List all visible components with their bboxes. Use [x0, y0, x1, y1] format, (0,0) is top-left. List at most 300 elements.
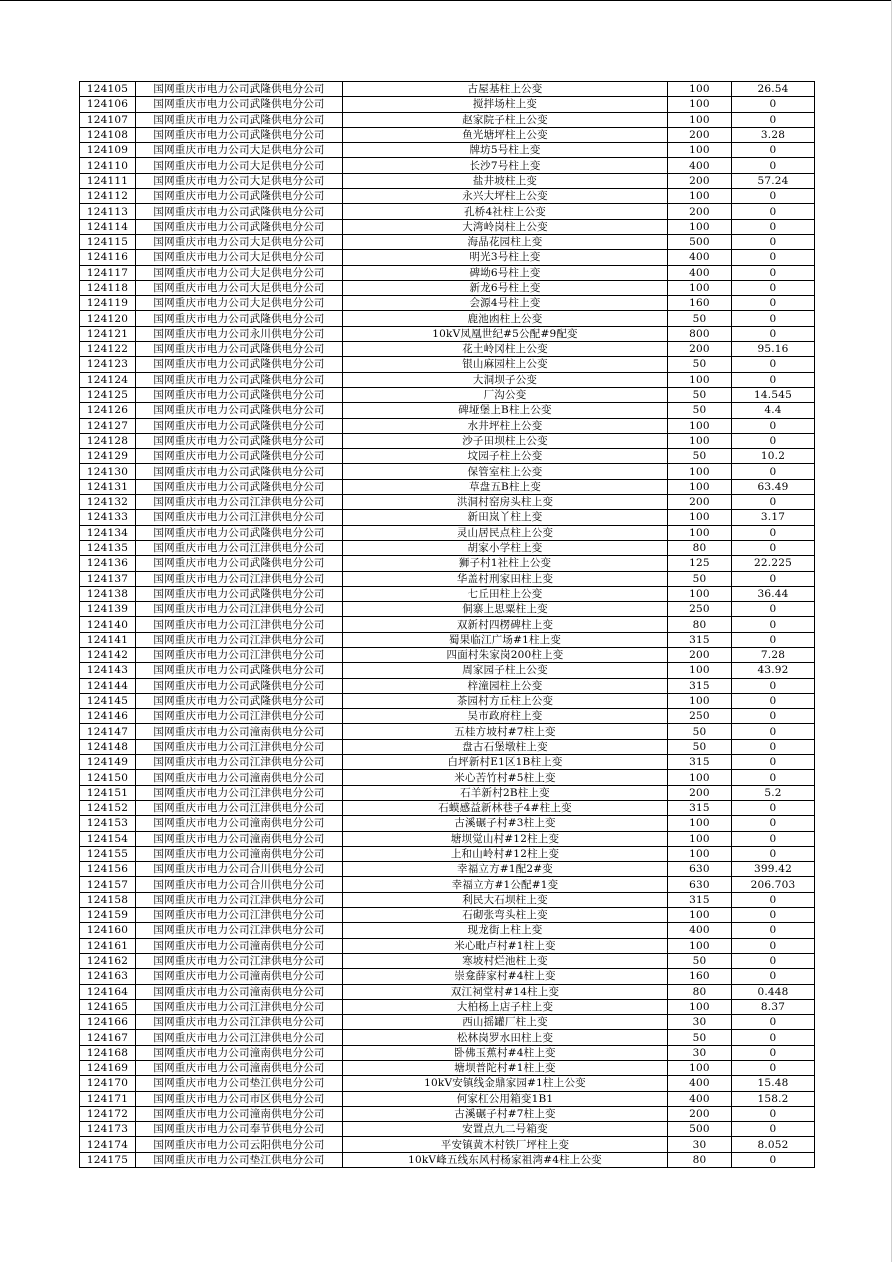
row-id-cell: 124166: [80, 1015, 136, 1030]
capacity-cell: 100: [668, 418, 732, 433]
row-id-cell: 124109: [80, 143, 136, 158]
table-row: [80, 464, 815, 479]
value-cell: 0: [732, 158, 815, 173]
capacity-cell: 50: [668, 311, 732, 326]
row-id-cell: 124128: [80, 433, 136, 448]
table-row: [80, 969, 815, 984]
company-cell: 国网重庆市电力公司潼南供电分公司: [136, 816, 343, 831]
transformer-name-cell: 古溪碾子村#3柱上变: [343, 816, 668, 831]
transformer-name-cell: 沙子田坝柱上公变: [343, 433, 668, 448]
transformer-name-cell: 石羊新村2B柱上变: [343, 785, 668, 800]
value-cell: 0: [732, 571, 815, 586]
row-id-cell: 124136: [80, 556, 136, 571]
capacity-cell: 100: [668, 372, 732, 387]
capacity-cell: 100: [668, 510, 732, 525]
company-cell: 国网重庆市电力公司江津供电分公司: [136, 540, 343, 555]
company-cell: 国网重庆市电力公司大足供电分公司: [136, 250, 343, 265]
company-cell: 国网重庆市电力公司武隆供电分公司: [136, 586, 343, 601]
row-id-cell: 124105: [80, 82, 136, 97]
value-cell: 0: [732, 1045, 815, 1060]
capacity-cell: 200: [668, 1106, 732, 1121]
company-cell: 国网重庆市电力公司合川供电分公司: [136, 862, 343, 877]
company-cell: 国网重庆市电力公司武隆供电分公司: [136, 97, 343, 112]
table-row: [80, 831, 815, 846]
capacity-cell: 50: [668, 403, 732, 418]
value-cell: 0: [732, 892, 815, 907]
company-cell: 国网重庆市电力公司潼南供电分公司: [136, 938, 343, 953]
table-row: [80, 97, 815, 112]
value-cell: 0: [732, 724, 815, 739]
table-row: [80, 1061, 815, 1076]
table-row: [80, 510, 815, 525]
transformer-name-cell: 何家杠公用箱变1B1: [343, 1091, 668, 1106]
transformer-name-cell: 10kV峰五线东风村杨家祖湾#4柱上公变: [343, 1152, 668, 1167]
table-row: [80, 234, 815, 249]
capacity-cell: 500: [668, 234, 732, 249]
value-cell: 0: [732, 1152, 815, 1167]
row-id-cell: 124125: [80, 387, 136, 402]
transformer-name-cell: 赵家院子柱上公变: [343, 112, 668, 127]
value-cell: 0: [732, 326, 815, 341]
transformer-name-cell: 海晶花园柱上变: [343, 234, 668, 249]
value-cell: 3.17: [732, 510, 815, 525]
page-top-border: [0, 0, 892, 1]
company-cell: 国网重庆市电力公司江津供电分公司: [136, 755, 343, 770]
table-row: [80, 449, 815, 464]
row-id-cell: 124119: [80, 296, 136, 311]
transformer-name-cell: 新田岚丫柱上变: [343, 510, 668, 525]
table-row: [80, 387, 815, 402]
value-cell: 14.545: [732, 387, 815, 402]
table-row: [80, 923, 815, 938]
table-row: [80, 1030, 815, 1045]
transformer-name-cell: 安置点九二号箱变: [343, 1122, 668, 1137]
company-cell: 国网重庆市电力公司武隆供电分公司: [136, 556, 343, 571]
company-cell: 国网重庆市电力公司江津供电分公司: [136, 617, 343, 632]
value-cell: 0: [732, 908, 815, 923]
capacity-cell: 400: [668, 1076, 732, 1091]
row-id-cell: 124174: [80, 1137, 136, 1152]
company-cell: 国网重庆市电力公司江津供电分公司: [136, 709, 343, 724]
capacity-cell: 200: [668, 173, 732, 188]
table-row: [80, 1015, 815, 1030]
transformer-name-cell: 10kV安镇线金鼎家园#1柱上公变: [343, 1076, 668, 1091]
company-cell: 国网重庆市电力公司潼南供电分公司: [136, 984, 343, 999]
row-id-cell: 124106: [80, 97, 136, 112]
company-cell: 国网重庆市电力公司武隆供电分公司: [136, 112, 343, 127]
company-cell: 国网重庆市电力公司武隆供电分公司: [136, 82, 343, 97]
table-row: [80, 219, 815, 234]
value-cell: 0: [732, 1015, 815, 1030]
table-row: [80, 663, 815, 678]
capacity-cell: 30: [668, 1045, 732, 1060]
transformer-name-cell: 幸福立方#1配2#变: [343, 862, 668, 877]
row-id-cell: 124145: [80, 693, 136, 708]
table-row: [80, 495, 815, 510]
row-id-cell: 124117: [80, 265, 136, 280]
value-cell: 8.052: [732, 1137, 815, 1152]
row-id-cell: 124171: [80, 1091, 136, 1106]
company-cell: 国网重庆市电力公司潼南供电分公司: [136, 1061, 343, 1076]
company-cell: 国网重庆市电力公司大足供电分公司: [136, 296, 343, 311]
company-cell: 国网重庆市电力公司合川供电分公司: [136, 877, 343, 892]
capacity-cell: 315: [668, 678, 732, 693]
capacity-cell: 100: [668, 464, 732, 479]
capacity-cell: 800: [668, 326, 732, 341]
value-cell: 15.48: [732, 1076, 815, 1091]
transformer-name-cell: 双新村四楞碑柱上变: [343, 617, 668, 632]
value-cell: 8.37: [732, 999, 815, 1014]
value-cell: 63.49: [732, 479, 815, 494]
company-cell: 国网重庆市电力公司潼南供电分公司: [136, 846, 343, 861]
capacity-cell: 315: [668, 892, 732, 907]
company-cell: 国网重庆市电力公司江津供电分公司: [136, 495, 343, 510]
company-cell: 国网重庆市电力公司潼南供电分公司: [136, 770, 343, 785]
capacity-cell: 100: [668, 433, 732, 448]
table-row: [80, 1137, 815, 1152]
capacity-cell: 400: [668, 250, 732, 265]
value-cell: 0: [732, 953, 815, 968]
table-row: [80, 586, 815, 601]
value-cell: 206.703: [732, 877, 815, 892]
value-cell: 0: [732, 204, 815, 219]
company-cell: 国网重庆市电力公司江津供电分公司: [136, 1015, 343, 1030]
row-id-cell: 124107: [80, 112, 136, 127]
capacity-cell: 160: [668, 296, 732, 311]
capacity-cell: 100: [668, 479, 732, 494]
company-cell: 国网重庆市电力公司江津供电分公司: [136, 892, 343, 907]
transformer-name-cell: 平安镇黄木村铁厂坪柱上变: [343, 1137, 668, 1152]
row-id-cell: 124167: [80, 1030, 136, 1045]
value-cell: 0: [732, 143, 815, 158]
table-row: [80, 999, 815, 1014]
table-row: [80, 1076, 815, 1091]
transformer-name-cell: 会源4号柱上变: [343, 296, 668, 311]
table-row: [80, 158, 815, 173]
company-cell: 国网重庆市电力公司武隆供电分公司: [136, 418, 343, 433]
company-cell: 国网重庆市电力公司武隆供电分公司: [136, 403, 343, 418]
capacity-cell: 100: [668, 846, 732, 861]
transformer-name-cell: 洪洞村窑房头柱上变: [343, 495, 668, 510]
row-id-cell: 124163: [80, 969, 136, 984]
company-cell: 国网重庆市电力公司武隆供电分公司: [136, 372, 343, 387]
company-cell: 国网重庆市电力公司大足供电分公司: [136, 158, 343, 173]
value-cell: 399.42: [732, 862, 815, 877]
value-cell: 0: [732, 112, 815, 127]
transformer-name-cell: 梓潼园柱上公变: [343, 678, 668, 693]
company-cell: 国网重庆市电力公司市区供电分公司: [136, 1091, 343, 1106]
transformer-name-cell: 鹿池凼柱上公变: [343, 311, 668, 326]
capacity-cell: 50: [668, 357, 732, 372]
value-cell: 0: [732, 693, 815, 708]
capacity-cell: 400: [668, 158, 732, 173]
row-id-cell: 124153: [80, 816, 136, 831]
table-row: [80, 770, 815, 785]
row-id-cell: 124152: [80, 800, 136, 815]
table-row: [80, 1091, 815, 1106]
capacity-cell: 250: [668, 602, 732, 617]
row-id-cell: 124131: [80, 479, 136, 494]
capacity-cell: 630: [668, 877, 732, 892]
transformer-name-cell: 卧佛玉蕉村#4柱上变: [343, 1045, 668, 1060]
table-row: [80, 357, 815, 372]
transformer-name-cell: 胡家小学柱上变: [343, 540, 668, 555]
value-cell: 36.44: [732, 586, 815, 601]
transformer-name-cell: 西山摇罐厂柱上变: [343, 1015, 668, 1030]
table-row: [80, 433, 815, 448]
capacity-cell: 30: [668, 1015, 732, 1030]
value-cell: 158.2: [732, 1091, 815, 1106]
row-id-cell: 124147: [80, 724, 136, 739]
value-cell: 0: [732, 755, 815, 770]
table-row: [80, 816, 815, 831]
row-id-cell: 124141: [80, 632, 136, 647]
capacity-cell: 315: [668, 755, 732, 770]
transformer-name-cell: 碑坳6号柱上变: [343, 265, 668, 280]
transformer-name-cell: 上和山岭村#12柱上变: [343, 846, 668, 861]
table-row: [80, 602, 815, 617]
row-id-cell: 124121: [80, 326, 136, 341]
company-cell: 国网重庆市电力公司武隆供电分公司: [136, 433, 343, 448]
company-cell: 国网重庆市电力公司武隆供电分公司: [136, 387, 343, 402]
capacity-cell: 100: [668, 770, 732, 785]
value-cell: 0: [732, 418, 815, 433]
value-cell: 22.225: [732, 556, 815, 571]
value-cell: 57.24: [732, 173, 815, 188]
company-cell: 国网重庆市电力公司江津供电分公司: [136, 510, 343, 525]
row-id-cell: 124156: [80, 862, 136, 877]
row-id-cell: 124111: [80, 173, 136, 188]
capacity-cell: 100: [668, 143, 732, 158]
capacity-cell: 100: [668, 82, 732, 97]
company-cell: 国网重庆市电力公司武隆供电分公司: [136, 204, 343, 219]
row-id-cell: 124144: [80, 678, 136, 693]
row-id-cell: 124148: [80, 739, 136, 754]
value-cell: 0: [732, 464, 815, 479]
row-id-cell: 124122: [80, 342, 136, 357]
table-row: [80, 908, 815, 923]
table-row: [80, 632, 815, 647]
company-cell: 国网重庆市电力公司江津供电分公司: [136, 953, 343, 968]
transformer-name-cell: 鱼光塘坪柱上公变: [343, 127, 668, 142]
company-cell: 国网重庆市电力公司武隆供电分公司: [136, 342, 343, 357]
capacity-cell: 50: [668, 571, 732, 586]
capacity-cell: 50: [668, 1030, 732, 1045]
table-row: [80, 739, 815, 754]
value-cell: 0: [732, 265, 815, 280]
table-row: [80, 953, 815, 968]
company-cell: 国网重庆市电力公司江津供电分公司: [136, 739, 343, 754]
row-id-cell: 124133: [80, 510, 136, 525]
capacity-cell: 100: [668, 663, 732, 678]
transformer-table: [79, 81, 815, 1168]
transformer-name-cell: 永兴大坪柱上公变: [343, 189, 668, 204]
table-row: [80, 1152, 815, 1167]
row-id-cell: 124108: [80, 127, 136, 142]
transformer-name-cell: 坟园子柱上公变: [343, 449, 668, 464]
transformer-name-cell: 明光3号柱上变: [343, 250, 668, 265]
table-row: [80, 1106, 815, 1121]
table-row: [80, 173, 815, 188]
row-id-cell: 124134: [80, 525, 136, 540]
table-body: [80, 82, 815, 1168]
transformer-name-cell: 崇龛薛家村#4柱上变: [343, 969, 668, 984]
capacity-cell: 50: [668, 387, 732, 402]
capacity-cell: 100: [668, 189, 732, 204]
capacity-cell: 100: [668, 97, 732, 112]
row-id-cell: 124150: [80, 770, 136, 785]
row-id-cell: 124162: [80, 953, 136, 968]
transformer-name-cell: 米心苦竹村#5柱上变: [343, 770, 668, 785]
value-cell: 0: [732, 433, 815, 448]
row-id-cell: 124116: [80, 250, 136, 265]
table-row: [80, 556, 815, 571]
transformer-name-cell: 草盘五B柱上变: [343, 479, 668, 494]
table-row: [80, 862, 815, 877]
table-row: [80, 647, 815, 662]
row-id-cell: 124142: [80, 647, 136, 662]
company-cell: 国网重庆市电力公司大足供电分公司: [136, 280, 343, 295]
company-cell: 国网重庆市电力公司奉节供电分公司: [136, 1122, 343, 1137]
row-id-cell: 124140: [80, 617, 136, 632]
transformer-name-cell: 搅拌场柱上变: [343, 97, 668, 112]
value-cell: 0: [732, 770, 815, 785]
value-cell: 0: [732, 296, 815, 311]
value-cell: 0: [732, 632, 815, 647]
table-row: [80, 1122, 815, 1137]
row-id-cell: 124132: [80, 495, 136, 510]
row-id-cell: 124168: [80, 1045, 136, 1060]
value-cell: 26.54: [732, 82, 815, 97]
company-cell: 国网重庆市电力公司大足供电分公司: [136, 173, 343, 188]
value-cell: 0: [732, 969, 815, 984]
row-id-cell: 124175: [80, 1152, 136, 1167]
capacity-cell: 80: [668, 984, 732, 999]
company-cell: 国网重庆市电力公司江津供电分公司: [136, 647, 343, 662]
table-row: [80, 678, 815, 693]
value-cell: 0: [732, 800, 815, 815]
company-cell: 国网重庆市电力公司垫江供电分公司: [136, 1076, 343, 1091]
capacity-cell: 100: [668, 586, 732, 601]
transformer-name-cell: 长沙7号柱上变: [343, 158, 668, 173]
capacity-cell: 80: [668, 540, 732, 555]
row-id-cell: 124112: [80, 189, 136, 204]
capacity-cell: 200: [668, 342, 732, 357]
capacity-cell: 500: [668, 1122, 732, 1137]
value-cell: 0: [732, 816, 815, 831]
capacity-cell: 200: [668, 127, 732, 142]
capacity-cell: 50: [668, 739, 732, 754]
transformer-name-cell: 幸福立方#1公配#1变: [343, 877, 668, 892]
transformer-name-cell: 塘坝普陀村#1柱上变: [343, 1061, 668, 1076]
company-cell: 国网重庆市电力公司江津供电分公司: [136, 800, 343, 815]
transformer-name-cell: 吴市政府柱上变: [343, 709, 668, 724]
table-row: [80, 296, 815, 311]
company-cell: 国网重庆市电力公司潼南供电分公司: [136, 831, 343, 846]
value-cell: 0: [732, 678, 815, 693]
capacity-cell: 400: [668, 1091, 732, 1106]
table-row: [80, 877, 815, 892]
table-row: [80, 1045, 815, 1060]
transformer-name-cell: 石砌张弯头柱上变: [343, 908, 668, 923]
value-cell: 0.448: [732, 984, 815, 999]
transformer-name-cell: 七丘田柱上公变: [343, 586, 668, 601]
capacity-cell: 400: [668, 923, 732, 938]
capacity-cell: 200: [668, 647, 732, 662]
value-cell: 95.16: [732, 342, 815, 357]
value-cell: 0: [732, 846, 815, 861]
transformer-name-cell: 10kV凤凰世纪#5公配#9配变: [343, 326, 668, 341]
company-cell: 国网重庆市电力公司潼南供电分公司: [136, 724, 343, 739]
capacity-cell: 200: [668, 785, 732, 800]
company-cell: 国网重庆市电力公司武隆供电分公司: [136, 693, 343, 708]
table-row: [80, 189, 815, 204]
company-cell: 国网重庆市电力公司武隆供电分公司: [136, 311, 343, 326]
row-id-cell: 124161: [80, 938, 136, 953]
row-id-cell: 124173: [80, 1122, 136, 1137]
capacity-cell: 50: [668, 953, 732, 968]
value-cell: 0: [732, 602, 815, 617]
table-row: [80, 418, 815, 433]
row-id-cell: 124158: [80, 892, 136, 907]
capacity-cell: 100: [668, 525, 732, 540]
transformer-name-cell: 周家园子柱上公变: [343, 663, 668, 678]
company-cell: 国网重庆市电力公司武隆供电分公司: [136, 663, 343, 678]
company-cell: 国网重庆市电力公司江津供电分公司: [136, 1030, 343, 1045]
value-cell: 0: [732, 495, 815, 510]
value-cell: 0: [732, 831, 815, 846]
capacity-cell: 315: [668, 800, 732, 815]
capacity-cell: 30: [668, 1137, 732, 1152]
value-cell: 5.2: [732, 785, 815, 800]
company-cell: 国网重庆市电力公司武隆供电分公司: [136, 479, 343, 494]
company-cell: 国网重庆市电力公司大足供电分公司: [136, 265, 343, 280]
value-cell: 0: [732, 97, 815, 112]
row-id-cell: 124129: [80, 449, 136, 464]
value-cell: 0: [732, 219, 815, 234]
table-row: [80, 892, 815, 907]
table-row: [80, 311, 815, 326]
transformer-name-cell: 盘古石堡墩柱上变: [343, 739, 668, 754]
row-id-cell: 124114: [80, 219, 136, 234]
row-id-cell: 124118: [80, 280, 136, 295]
company-cell: 国网重庆市电力公司武隆供电分公司: [136, 189, 343, 204]
table-row: [80, 984, 815, 999]
row-id-cell: 124139: [80, 602, 136, 617]
transformer-name-cell: 古溪碾子村#7柱上变: [343, 1106, 668, 1121]
company-cell: 国网重庆市电力公司永川供电分公司: [136, 326, 343, 341]
table-row: [80, 82, 815, 97]
transformer-name-cell: 盐井坡柱上变: [343, 173, 668, 188]
value-cell: 10.2: [732, 449, 815, 464]
transformer-name-cell: 蜀果临江广场#1柱上变: [343, 632, 668, 647]
capacity-cell: 200: [668, 204, 732, 219]
row-id-cell: 124127: [80, 418, 136, 433]
company-cell: 国网重庆市电力公司武隆供电分公司: [136, 525, 343, 540]
table-row: [80, 571, 815, 586]
table-row: [80, 617, 815, 632]
value-cell: 0: [732, 311, 815, 326]
value-cell: 7.28: [732, 647, 815, 662]
capacity-cell: 80: [668, 1152, 732, 1167]
capacity-cell: 160: [668, 969, 732, 984]
capacity-cell: 100: [668, 112, 732, 127]
company-cell: 国网重庆市电力公司云阳供电分公司: [136, 1137, 343, 1152]
company-cell: 国网重庆市电力公司武隆供电分公司: [136, 127, 343, 142]
row-id-cell: 124160: [80, 923, 136, 938]
transformer-name-cell: 大湾岭岗柱上公变: [343, 219, 668, 234]
transformer-name-cell: 华盖村刑家田柱上变: [343, 571, 668, 586]
